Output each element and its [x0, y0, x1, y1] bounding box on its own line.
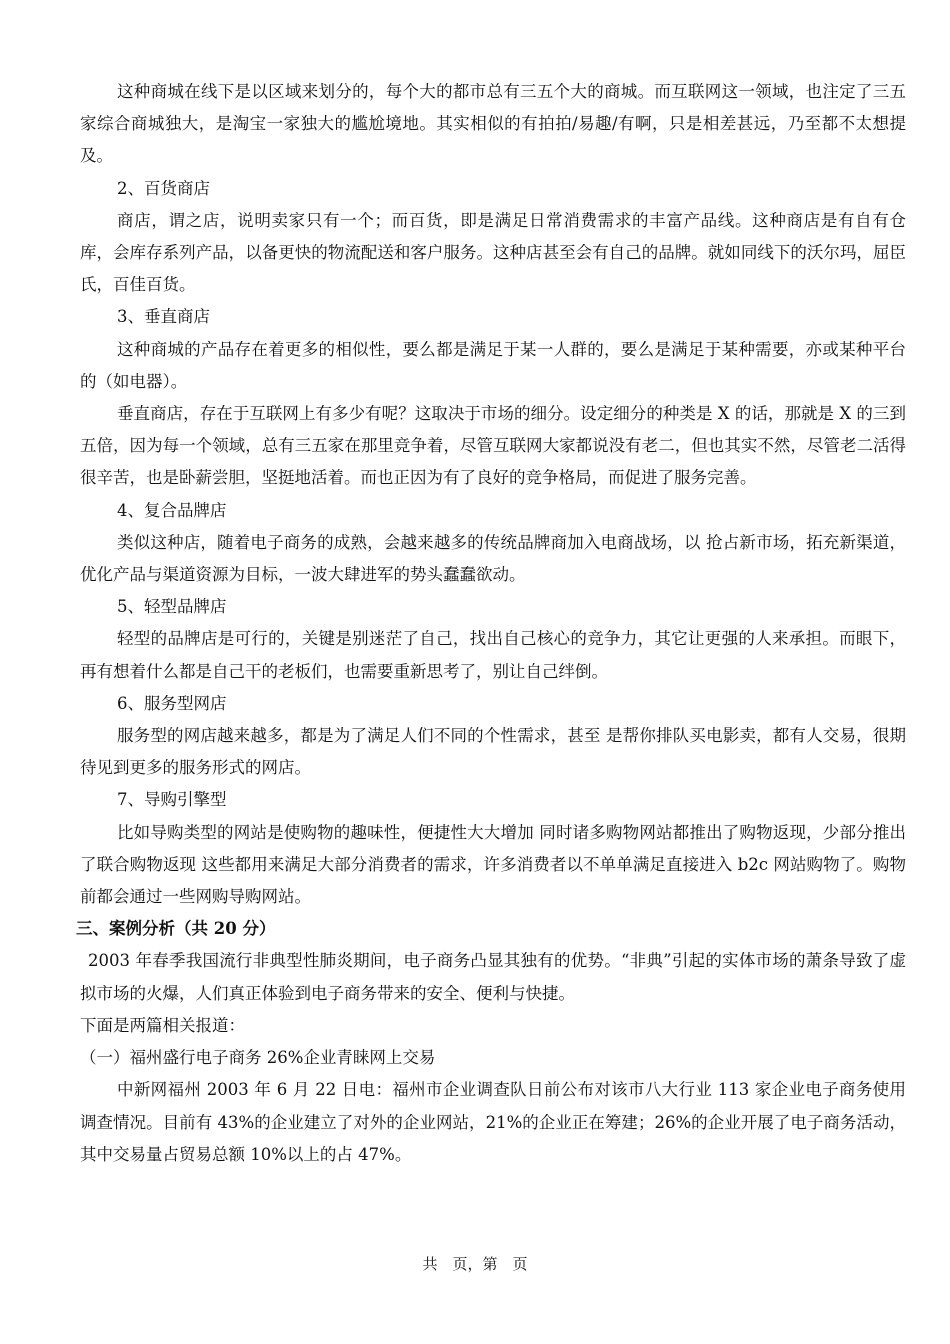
page-footer: 共 页，第 页	[422, 1255, 528, 1273]
paragraph-mall-regions: 这种商城在线下是以区域来划分的，每个大的都市总有三五个大的商城。而互联网这一领域，也注定了三五家综合商城独大，是淘宝一家独大的尴尬境地。其实相似的有拍拍/易趣/有啊，只是相差甚远，乃至都不太想提及。	[80, 82, 906, 166]
paragraph-composite-brand-store: 类似这种店，随着电子商务的成熟，会越来越多的传统品牌商加入电商战场，以 抢占新市场，拓充新渠道，优化产品与渠道资源为目标，一波大肆进军的势头蠢蠢欲动。	[80, 532, 906, 585]
paragraph-vertical-store-1: 这种商城的产品存在着更多的相似性，要么都是满足于某一人群的，要么是满足于某种需要，亦或某种平台的（如电器）。	[80, 339, 906, 391]
paragraph-department-store: 商店，谓之店，说明卖家只有一个；而百货，即是满足日常消费需求的丰富产品线。这种商店是有自有仓库，会库存系列产品，以备更快的物流配送和客户服务。这种店甚至会有自己的品牌。就如同线下的沃尔玛，屈臣氏，百佳百货。	[80, 210, 906, 295]
heading-service-store: 6、服务型网店	[117, 693, 227, 713]
heading-department-store: 2、百货商店	[117, 178, 210, 198]
heading-light-brand-store: 5、轻型品牌店	[117, 597, 227, 617]
heading-vertical-store: 3、垂直商店	[117, 307, 210, 327]
paragraph-shopping-guide: 比如导购类型的网站是使购物的趣味性，便捷性大大增加 同时诸多购物网站都推出了购物返现，少部分推出了联合购物返现 这些都用来满足大部分消费者的需求，许多消费者以不单单满足直接进入 b2c 网站购物了。购物前都会通过一些网购导购网站。	[80, 822, 906, 907]
paragraph-reports-intro: 下面是两篇相关报道：	[80, 1015, 245, 1035]
paragraph-fuzhou-survey: 中新网福州 2003 年 6 月 22 日电：福州市企业调查队日前公布对该市八大行业 113 家企业电子商务使用调查情况。目前有 43%的企业建立了对外的企业网站，21%的企业正在筹建；26%的企业开展了电子商务活动，其中交易量占贸易总额 10%以上的占 47%。	[80, 1080, 906, 1164]
heading-shopping-guide: 7、导购引擎型	[117, 790, 227, 810]
paragraph-vertical-store-2: 垂直商店，存在于互联网上有多少有呢？这取决于市场的细分。设定细分的种类是 X 的话，那就是 X 的三到五倍，因为每一个领域，总有三五家在那里竞争着，尽管互联网大家都说没有老二，但也其实不然，尽管老二活得很辛苦，也是卧薪尝胆，坚挺地活着。而也正因为有了良好的竞争格局，而促进了服务完善。	[80, 404, 906, 488]
document-body	[76, 76, 906, 1171]
section-case-analysis: 三、案例分析（共 20 分）	[76, 919, 276, 939]
paragraph-sars-ecommerce: 2003 年春季我国流行非典型性肺炎期间，电子商务凸显其独有的优势。“非典”引起的实体市场的萧条导致了虚拟市场的火爆，人们真正体验到电子商务带来的安全、便利与快捷。	[80, 951, 906, 1003]
paragraph-light-brand-store: 轻型的品牌店是可行的，关键是别迷茫了自己，找出自己核心的竞争力，其它让更强的人来承担。而眼下，再有想着什么都是自己干的老板们，也需要重新思考了，别让自己绊倒。	[80, 629, 906, 681]
heading-composite-brand-store: 4、复合品牌店	[117, 500, 227, 520]
paragraph-service-store: 服务型的网店越来越多，都是为了满足人们不同的个性需求，甚至 是帮你排队买电影卖，都有人交易，很期待见到更多的服务形式的网店。	[80, 726, 906, 778]
report-title-fuzhou: （一）福州盛行电子商务 26%企业青睐网上交易	[80, 1048, 436, 1068]
